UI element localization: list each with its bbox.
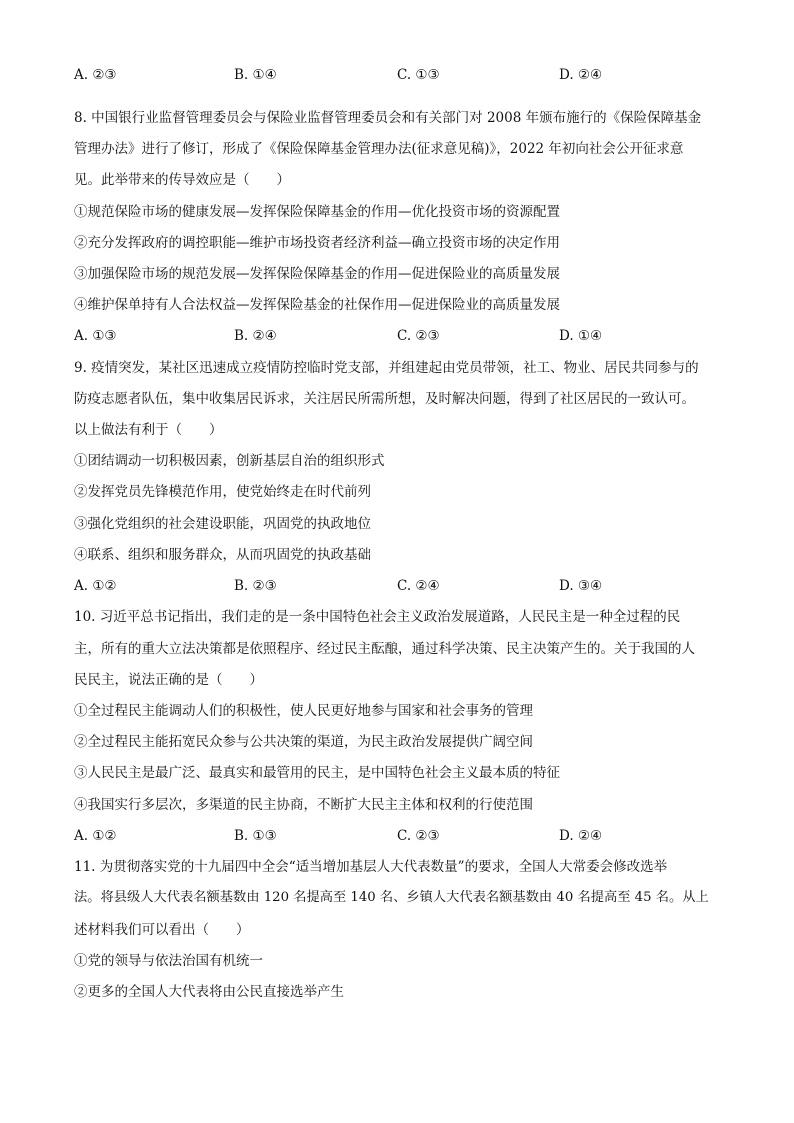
q11-item-1: ①党的领导与依法治国有机统一 [74, 953, 263, 969]
q9-item-3: ③强化党组织的社会建设职能，巩固党的执政地位 [74, 516, 371, 532]
q7-option-d: D. ②④ [559, 67, 603, 83]
q11-stem-line-2: 法。将县级人大代表名额基数由 120 名提高至 140 名、乡镇人大代表名额基数由 40 名提高至 45 名。从上 [74, 890, 709, 905]
q8-option-d: D. ①④ [559, 328, 603, 344]
q9-stem-line-3: 以上做法有利于（ ） [74, 422, 223, 438]
q8-stem-line-2: 管理办法》进行了修订，形成了《保险保障基金管理办法(征求意见稿)》，2022 年初向社会公开征求意 [74, 141, 684, 157]
q10-option-c: C. ②③ [397, 828, 440, 844]
q7-option-a: A. ②③ [74, 67, 117, 83]
q10-options [74, 827, 734, 845]
q11-stem-line-3: 述材料我们可以看出（ ） [74, 922, 250, 938]
q9-option-b: B. ②③ [234, 578, 277, 594]
q9-options [74, 577, 734, 595]
q10-stem-line-1: 10. 习近平总书记指出，我们走的是一条中国特色社会主义政治发展道路，人民民主是一种全过程的民 [74, 609, 681, 625]
q9-stem-line-1: 9. 疫情突发，某社区迅速成立疫情防控临时党支部，并组建起由党员带领，社工、物业、居民共同参与的 [74, 360, 699, 376]
q8-item-3: ③加强保险市场的规范发展—发挥保险保障基金的作用—促进保险业的高质量发展 [74, 266, 560, 282]
q10-item-2: ②全过程民主能拓宽民众参与公共决策的渠道，为民主政治发展提供广阔空间 [74, 734, 533, 750]
q10-item-4: ④我国实行多层次，多渠道的民主协商，不断扩大民主主体和权利的行使范围 [74, 797, 533, 813]
q10-item-1: ①全过程民主能调动人们的积极性，使人民更好地参与国家和社会事务的管理 [74, 703, 533, 719]
q10-option-d: D. ②④ [559, 828, 603, 844]
q10-stem-line-3: 民民主，说法正确的是（ ） [74, 672, 263, 688]
q9-stem-line-2: 防疫志愿者队伍，集中收集居民诉求，关注居民所需所想，及时解决问题，得到了社区居民的一致认可。 [74, 391, 695, 407]
q9-option-c: C. ②④ [397, 578, 440, 594]
q8-stem-line-1: 8. 中国银行业监督管理委员会与保险业监督管理委员会和有关部门对 2008 年颁布施行的《保险保障基金 [74, 110, 702, 126]
q10-stem-line-2: 主，所有的重大立法决策都是依照程序、经过民主酝酿，通过科学决策、民主决策产生的。关于我国的人 [74, 641, 695, 657]
q9-item-2: ②发挥党员先锋模范作用，使党始终走在时代前列 [74, 484, 371, 500]
q8-item-2: ②充分发挥政府的调控职能—维护市场投资者经济利益—确立投资市场的决定作用 [74, 235, 560, 251]
q8-options [74, 327, 734, 345]
q10-item-3: ③人民民主是最广泛、最真实和最管用的民主，是中国特色社会主义最本质的特征 [74, 765, 560, 781]
q8-stem-line-3: 见。此举带来的传导效应是（ ） [74, 172, 290, 188]
q8-item-1: ①规范保险市场的健康发展—发挥保险保障基金的作用—优化投资市场的资源配置 [74, 204, 560, 220]
q11-stem-line-1: 11. 为贯彻落实党的十九届四中全会“适当增加基层人大代表数量”的要求，全国人大常委会修改选举 [74, 859, 668, 875]
q8-option-a: A. ①③ [74, 328, 117, 344]
q8-option-c: C. ②③ [397, 328, 440, 344]
q9-option-a: A. ①② [74, 578, 117, 594]
q10-option-b: B. ①③ [234, 828, 277, 844]
q8-item-4: ④维护保单持有人合法权益—发挥保险基金的社保作用—促进保险业的高质量发展 [74, 297, 560, 313]
q7-options [74, 66, 734, 84]
q9-item-4: ④联系、组织和服务群众，从而巩固党的执政基础 [74, 547, 371, 563]
q8-option-b: B. ②④ [234, 328, 277, 344]
q9-item-1: ①团结调动一切积极因素，创新基层自治的组织形式 [74, 453, 385, 469]
q7-option-b: B. ①④ [234, 67, 277, 83]
q11-item-2: ②更多的全国人大代表将由公民直接选举产生 [74, 984, 344, 1000]
q9-option-d: D. ③④ [559, 578, 603, 594]
q10-option-a: A. ①② [74, 828, 117, 844]
q7-option-c: C. ①③ [397, 67, 440, 83]
